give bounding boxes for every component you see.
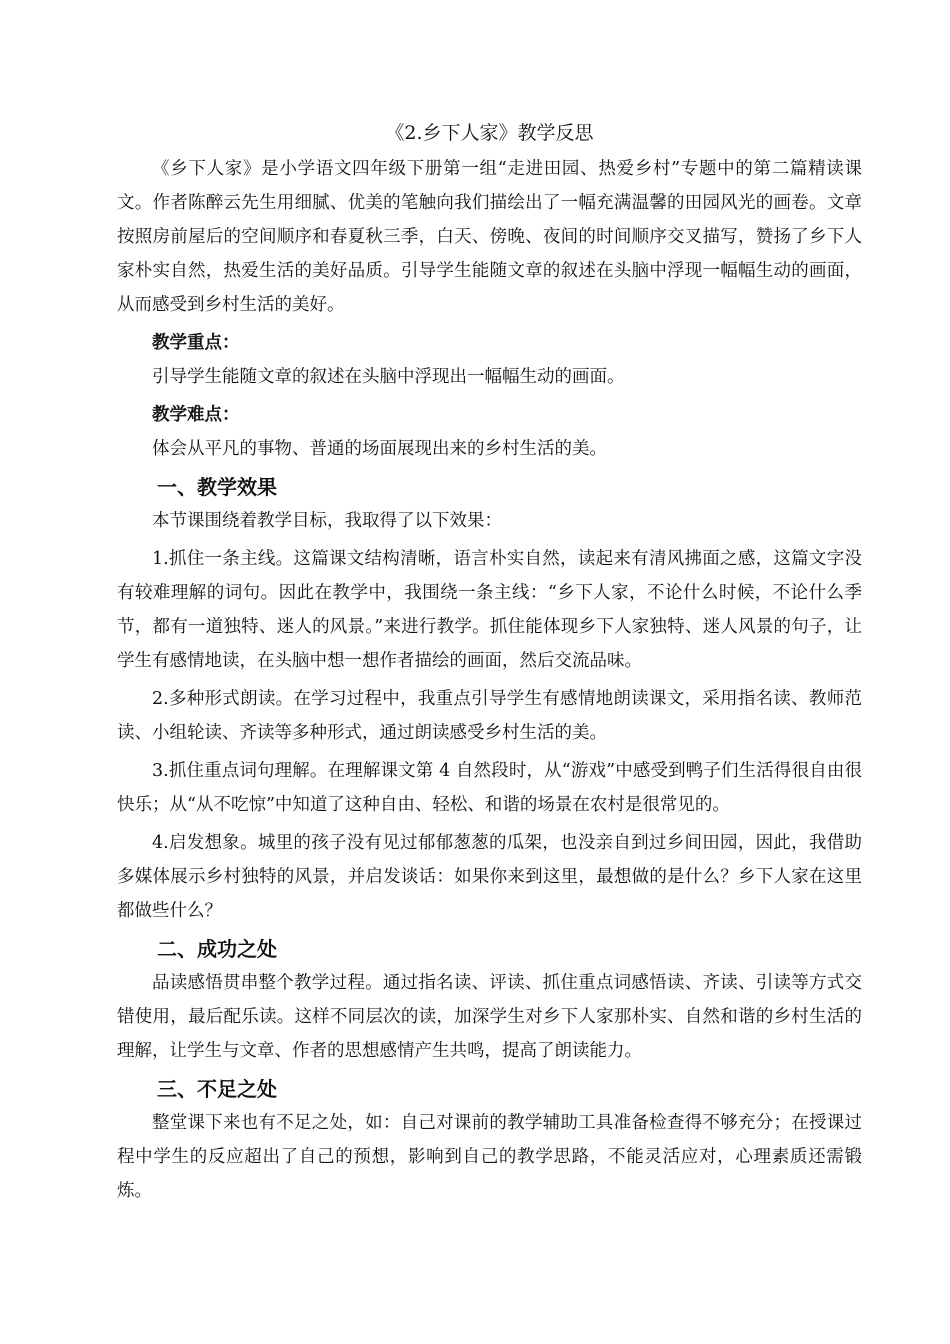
section-heading-effects: 一、教学效果 <box>157 475 277 499</box>
effects-item: 3.抓住重点词句理解。在理解课文第 4 自然段时，从“游戏”中感受到鸭子们生活得很自由很快乐；从“从不吃惊”中知道了这种自由、轻松、和谐的场景在农村是很常见的。 <box>117 761 862 815</box>
effects-item: 2.多种形式朗读。在学习过程中，我重点引导学生有感情地朗读课文，采用指名读、教师范读、小组轮读、齐读等多种形式，通过朗读感受乡村生活的美。 <box>117 689 862 743</box>
document-page <box>117 118 862 1208</box>
shortcomings-paragraph: 整堂课下来也有不足之处，如：自己对课前的教学辅助工具准备检查得不够充分；在授课过程中学生的反应超出了自己的预想，影响到自己的教学思路，不能灵活应对，心理素质还需锻炼。 <box>117 1113 862 1201</box>
intro-paragraph: 《乡下人家》是小学语文四年级下册第一组“走进田园、热爱乡村”专题中的第二篇精读课文。作者陈醉云先生用细腻、优美的笔触向我们描绘出了一幅充满温馨的田园风光的画卷。文章按照房前屋后的空间顺序和春夏秋三季，白天、傍晚、夜间的时间顺序交叉描写，赞扬了乡下人家朴实自然，热爱生活的美好品质。引导学生能随文章的叙述在头脑中浮现一幅幅生动的画面，从而感受到乡村生活的美好。 <box>117 159 862 315</box>
section-heading-shortcomings: 三、不足之处 <box>157 1077 277 1101</box>
focus-text: 引导学生能随文章的叙述在头脑中浮现出一幅幅生动的画面。 <box>152 367 625 387</box>
difficulty-text: 体会从平凡的事物、普通的场面展现出来的乡村生活的美。 <box>152 439 607 459</box>
effects-item: 4.启发想象。城里的孩子没有见过郁郁葱葱的瓜架，也没亲自到过乡间田园，因此，我借助多媒体展示乡村独特的风景，并启发谈话：如果你来到这里，最想做的是什么？乡下人家在这里都做些什么？ <box>117 833 862 921</box>
effects-lead: 本节课围绕着教学目标，我取得了以下效果： <box>152 511 502 531</box>
difficulty-label: 教学难点： <box>152 405 240 425</box>
effects-item: 1.抓住一条主线。这篇课文结构清晰，语言朴实自然，读起来有清风拂面之感，这篇文字没有较难理解的词句。因此在教学中，我围绕一条主线：“乡下人家，不论什么时候，不论什么季节，都有一道独特、迷人的风景。”来进行教学。抓住能体现乡下人家独特、迷人风景的句子，让学生有感情地读，在头脑中想一想作者描绘的画面，然后交流品味。 <box>117 549 862 671</box>
section-heading-success: 二、成功之处 <box>157 937 277 961</box>
success-paragraph: 品读感悟贯串整个教学过程。通过指名读、评读、抓住重点词感悟读、齐读、引读等方式交错使用，最后配乐读。这样不同层次的读，加深学生对乡下人家那朴实、自然和谐的乡村生活的理解，让学生与文章、作者的思想感情产生共鸣，提高了朗读能力。 <box>117 973 862 1061</box>
focus-label: 教学重点： <box>152 333 240 353</box>
document-title: 《2.乡下人家》教学反思 <box>385 122 594 144</box>
